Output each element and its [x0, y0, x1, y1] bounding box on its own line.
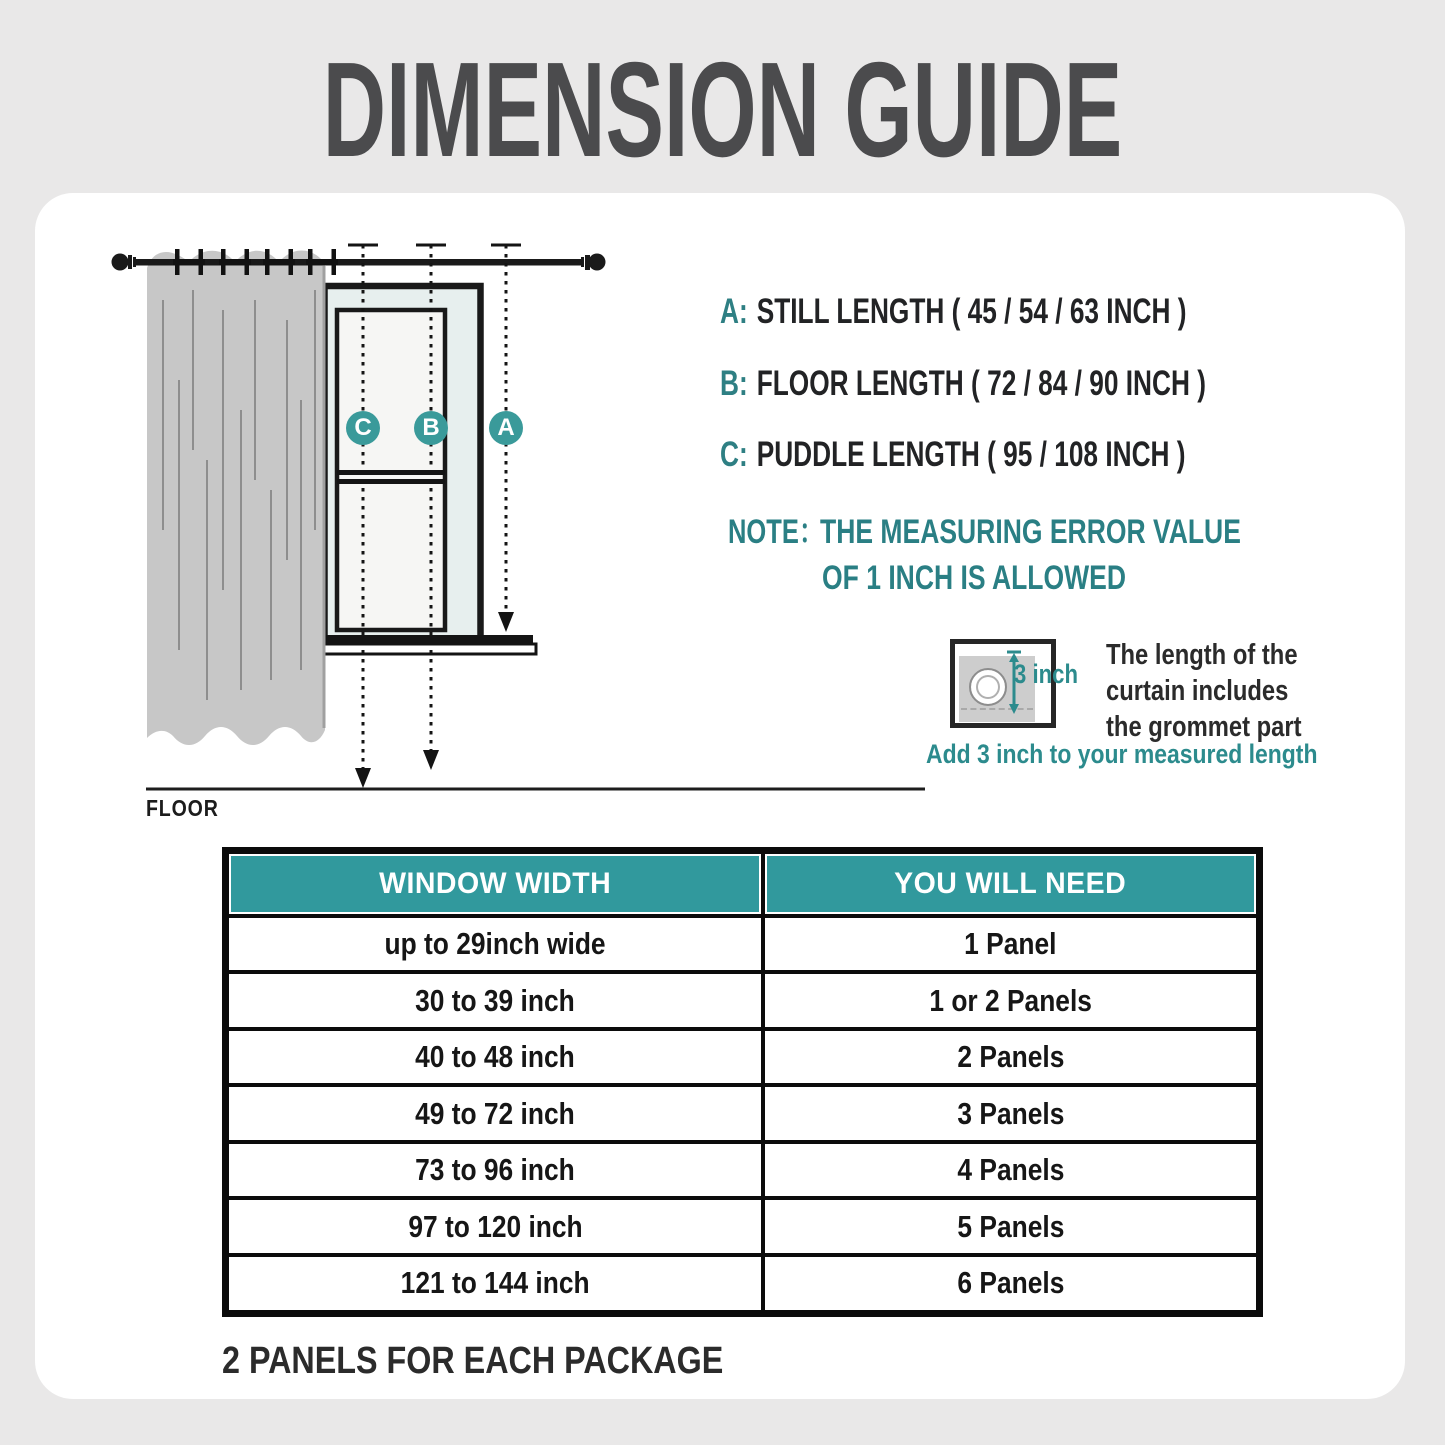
cell-window-width: 30 to 39 inch: [226, 972, 764, 1028]
legend-text-c: PUDDLE LENGTH ( 95 / 108 INCH ): [756, 435, 1186, 474]
legend-item-c: [720, 434, 1341, 476]
window-illustration: [325, 286, 481, 640]
table-row: [226, 1198, 1260, 1254]
note-line2: OF 1 INCH IS ALLOWED: [822, 559, 1127, 597]
legend-prefix-c: C:: [720, 435, 748, 474]
table-row: [226, 1255, 1260, 1314]
panel-guide-table: [222, 847, 1263, 1317]
cell-window-width: up to 29inch wide: [226, 916, 764, 972]
header-window-width: WINDOW WIDTH: [226, 851, 764, 917]
package-note: 2 PANELS FOR EACH PACKAGE: [222, 1340, 724, 1382]
table-header-row: [226, 851, 1260, 917]
floor-label: FLOOR: [146, 795, 219, 821]
grommet-desc-line3: the grommet part: [1106, 711, 1302, 743]
grommet-desc-line2: curtain includes: [1106, 675, 1289, 707]
table-row: [226, 1029, 1260, 1085]
cell-panels: 6 Panels: [763, 1255, 1259, 1314]
grommet-desc-line1: The length of the: [1106, 639, 1298, 671]
page-title: DIMENSION GUIDE: [322, 34, 1123, 185]
cell-panels: 1 or 2 Panels: [763, 972, 1259, 1028]
grommet-ring-icon: [969, 668, 1007, 706]
legend-text-a: STILL LENGTH ( 45 / 54 / 63 INCH ): [756, 292, 1187, 331]
cell-panels: 2 Panels: [763, 1029, 1259, 1085]
cell-window-width: 97 to 120 inch: [226, 1198, 764, 1254]
legend-item-b: [720, 363, 1368, 405]
cell-window-width: 49 to 72 inch: [226, 1085, 764, 1141]
note-label: NOTE：: [728, 513, 825, 551]
table-row: [226, 1142, 1260, 1198]
table-row: [226, 972, 1260, 1028]
cell-window-width: 73 to 96 inch: [226, 1142, 764, 1198]
grommet-add-note: Add 3 inch to your measured length: [926, 739, 1318, 769]
legend-text-b: FLOOR LENGTH ( 72 / 84 / 90 INCH ): [756, 364, 1206, 403]
grommet-measure-label: 3 inch: [1014, 659, 1078, 689]
header-you-will-need: YOU WILL NEED: [763, 851, 1259, 917]
legend-item-a: [720, 291, 1342, 333]
cell-panels: 1 Panel: [763, 916, 1259, 972]
cell-window-width: 121 to 144 inch: [226, 1255, 764, 1314]
marker-b-badge: B: [414, 411, 448, 445]
marker-c-badge: C: [346, 411, 380, 445]
marker-a-badge: A: [489, 411, 523, 445]
legend-prefix-a: A:: [720, 292, 748, 331]
cell-window-width: 40 to 48 inch: [226, 1029, 764, 1085]
cell-panels: 5 Panels: [763, 1198, 1259, 1254]
cell-panels: 4 Panels: [763, 1142, 1259, 1198]
window-sill: [321, 635, 536, 654]
table-row: [226, 1085, 1260, 1141]
legend-prefix-b: B:: [720, 364, 748, 403]
curtain-illustration: [147, 250, 325, 745]
note-line1: THE MEASURING ERROR VALUE: [820, 513, 1241, 551]
table-row: [226, 916, 1260, 972]
cell-panels: 3 Panels: [763, 1085, 1259, 1141]
